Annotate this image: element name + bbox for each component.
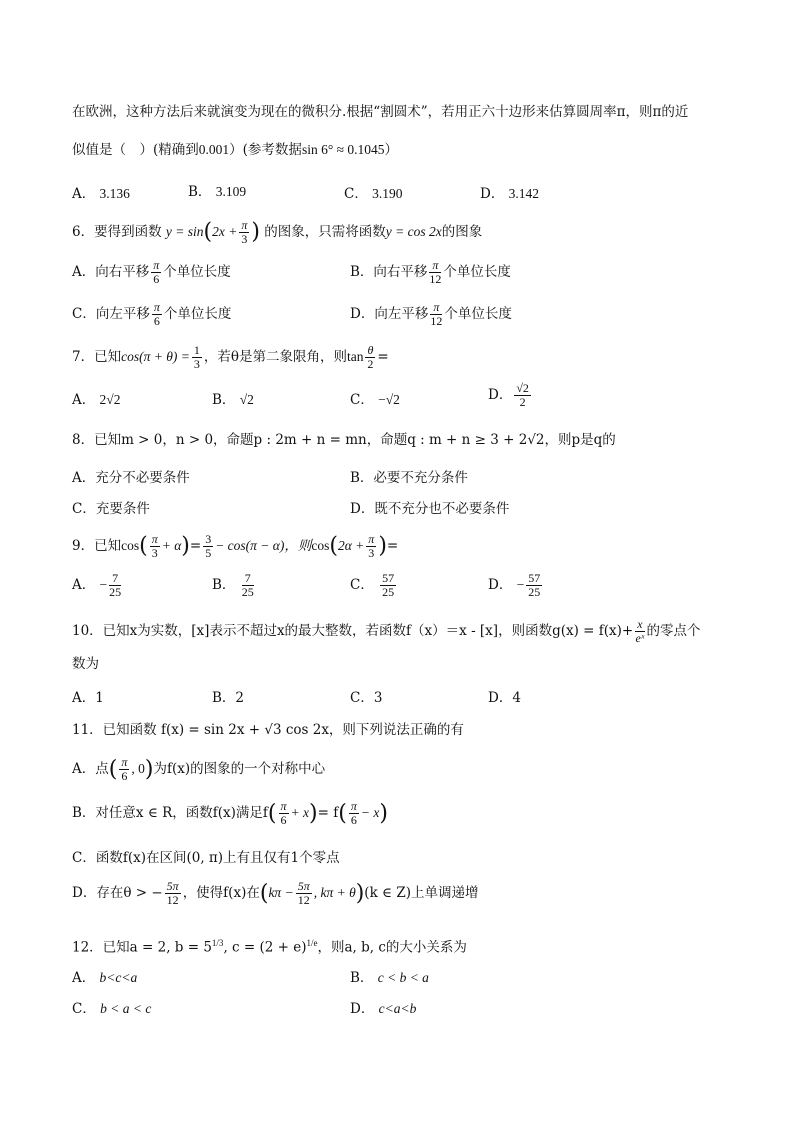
q10-stem-line-1: 10．已知x为实数，[x]表示不超过x的最大整数，若函数f（x）＝x - [x]，则函数g(x) = f(x)+ $\frac{x}{\text{eˣ}}$ 的零点个 [72,617,701,645]
q5-option-a [72,182,130,202]
q8-option-a: A．充分不必要条件 [72,470,190,486]
q5-a-value: 3.136 [99,186,130,201]
q6-pre: 6．要得到函数 [72,224,162,240]
q8-option-b: B．必要不充分条件 [350,470,468,486]
q7-option-c: C． −√2 [350,392,400,408]
q7-option-a: A． 2√2 [72,392,121,408]
q7-stem: 7．已知cos(π + θ) = $\frac{1}{3}$ ，若θ是第二象限角，则tan $\frac{\theta}{2}$ = [72,343,389,371]
q9-option-c: C． $\frac{57}{25}$ [350,571,395,599]
q7-expr-2: tan [346,349,364,364]
intro-line-2 [72,141,398,159]
q10-option-c: C．3 [350,690,383,706]
intro-line-2-a: 似值是（ ）(精确到 [72,142,199,158]
q9-stem: 9．已知cos( $\frac{\pi}{3}$ + α)= $\frac{3}{5}$ − cos(π − α)，则cos(2α + $\frac{\pi}{3}$ )= [72,532,399,560]
q10-option-b: B．2 [212,690,245,706]
q11-option-d: D．存在θ > − $\frac{5\pi}{12}$ ，使得f(x)在(kπ − $\frac{5\pi}{12}$ , kπ + θ)(k ∈ Z)上单调递增 [72,879,479,907]
q5-option-d [480,182,539,202]
q5-a-label: A． [72,186,96,202]
q6-inner: 2x + [212,224,238,239]
q6-option-a: A．向右平移 $\frac{\pi}{6}$ 个单位长度 [72,258,231,286]
q9-option-d: D． − $\frac{57}{25}$ [488,571,541,599]
q5-c-value: 3.190 [372,186,403,201]
intro-line-2-e: ） [384,142,398,158]
q5-c-label: C． [344,186,368,202]
q7-option-b: B． √2 [212,392,254,408]
q10-option-a: A．1 [72,690,104,706]
intro-line-1: 在欧洲，这种方法后来就演变为现在的微积分.根据“割圆术”，若用正六十边形来估算圆周率π，则π的近 [72,104,689,120]
q7-option-d: D． $\frac{√2}{2}$ [488,381,529,409]
q5-d-label: D． [480,186,505,202]
q5-option-c [344,182,403,202]
q12-option-b: B． c < b < a [350,970,429,986]
q10-option-d: D．4 [488,690,521,706]
precision-value: 0.001 [198,142,230,157]
q9-option-a: A． − $\frac{7}{25}$ [72,571,122,599]
q7-expr-1: cos(π + θ) = [121,349,190,364]
q6-option-d: D．向左平移 $\frac{\pi}{12}$ 个单位长度 [350,300,512,328]
q8-stem: 8．已知m > 0，n > 0，命题p : 2m + n = mn，命题q : m + n ≥ 3 + 2√2，则p是q的 [72,432,616,448]
q11-option-a: A．点( $\frac{\pi}{6}$ , 0)为f(x)的图象的一个对称中心 [72,755,326,783]
q11-option-c: C．函数f(x)在区间(0, π)上有且仅有1个零点 [72,850,340,866]
q12-option-c: C． b < a < c [72,1001,152,1017]
q12-option-d: D． c<a<b [350,1001,417,1017]
q8-option-d: D．既不充分也不必要条件 [350,501,510,517]
q11-stem: 11．已知函数 f(x) = sin 2x + √3 cos 2x，则下列说法正确的有 [72,722,464,738]
q8-option-c: C．充要条件 [72,501,150,517]
q10-stem-line-2: 数为 [72,656,99,672]
q6-stem: 6．要得到函数 y = sin(2x + $\frac{\pi}{3}$ ) 的图象，只需将函数y = cos 2x的图象 [72,218,483,246]
q6-func-2: y = cos 2x [385,224,442,239]
q6-frac: $\frac{\pi}{3}$ [241,218,248,246]
intro-line-2-c: ）(参考数据 [229,142,302,158]
q6-option-c: C．向左平移 $\frac{\pi}{6}$ 个单位长度 [72,300,232,328]
q5-b-label: B． [188,184,212,200]
q6-func-1: y = sin [165,224,204,239]
q6-option-b: B．向右平移 $\frac{\pi}{12}$ 个单位长度 [350,258,511,286]
q12-option-a: A． b<c<a [72,970,138,986]
q6-post: 的图象 [441,224,483,240]
q5-b-value: 3.109 [215,184,247,199]
reference-data: sin 6° ≈ 0.1045 [301,142,385,157]
q11-option-b: B．对任意x ∈ R，函数f(x)满足f( $\frac{\pi}{6}$ + x)= f( $\frac{\pi}{6}$ − x) [72,799,388,827]
q6-mid: 的图象，只需将函数 [264,224,386,240]
q12-stem: 12．已知a = 2, $b = 5^{1/3}$, $c = (2 + e)^{1/e}$，则a, b, c的大小关系为 [72,938,467,956]
q5-option-b [188,180,246,200]
q9-option-b: B． $\frac{7}{25}$ [212,571,254,599]
q5-d-value: 3.142 [508,186,539,201]
